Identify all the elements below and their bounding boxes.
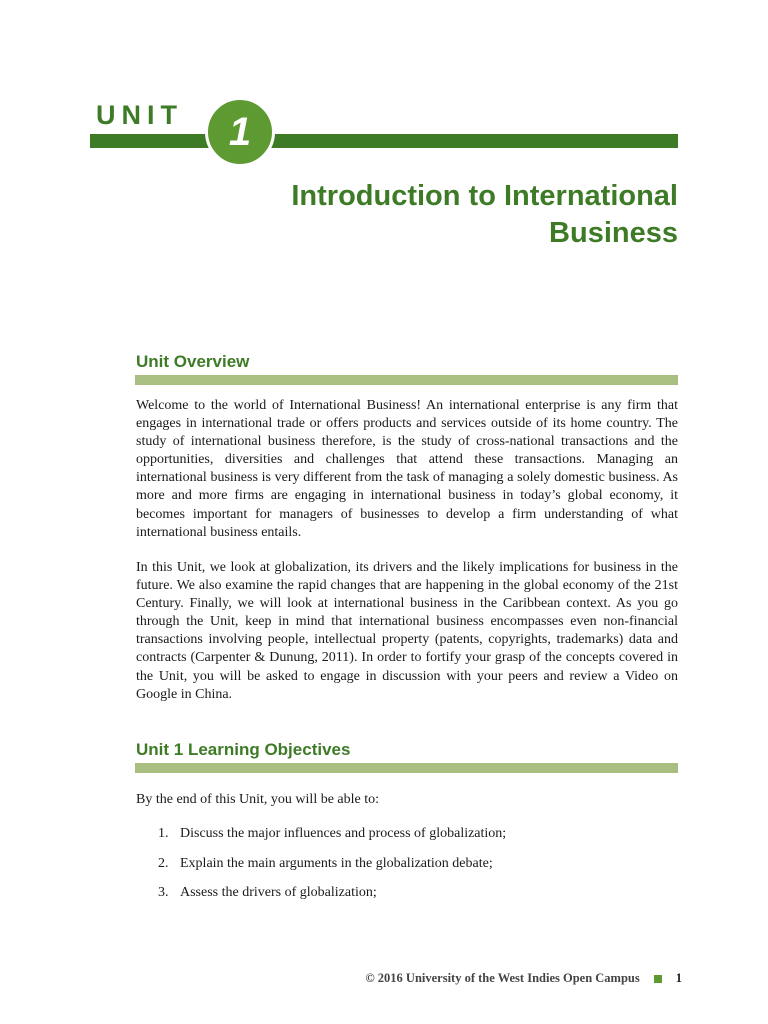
objectives-heading: Unit 1 Learning Objectives bbox=[136, 740, 351, 759]
footer-copyright: © 2016 University of the West Indies Open Campus bbox=[365, 971, 640, 985]
overview-paragraph-2: In this Unit, we look at globalization, its drivers and the likely implications for business in the future. We also examine the rapid changes that are happening in the global economy of the 21st Century. Finally, we will look at international business in the Caribbean context. As you go through the Unit, keep in mind that international business encompasses even non-financial transactions involving people, intellectual property (patents, copyrights, trademarks) data and contracts (Carpenter & Dunung, 2011). In order to fortify your grasp of the concepts covered in the Unit, you will be asked to engage in discussion with your peers and review a Video on Google in China. bbox=[136, 560, 678, 702]
objective-number: 3. bbox=[158, 885, 169, 900]
overview-paragraph-1: Welcome to the world of International Business! An international enterprise is any firm that engages in international trade or offers products and services outside of its home country. The study of international business therefore, is the study of cross-national transactions and the opportunities, diversities and challenges that attend these transactions. Managing an international business is very different from the task of managing a solely domestic business. As more and more firms are engaging in international business in today’s global economy, it becomes important for managers of businesses to develop a firm understanding of what international business entails. bbox=[136, 398, 678, 540]
footer-square-icon bbox=[654, 975, 662, 983]
unit-number: 1 bbox=[228, 110, 252, 154]
objective-item bbox=[136, 826, 506, 856]
overview-divider bbox=[135, 375, 678, 385]
objective-number: 2. bbox=[158, 855, 169, 871]
page-title-line-2: Business bbox=[549, 217, 678, 249]
objectives-divider bbox=[135, 763, 678, 773]
objective-item bbox=[136, 856, 506, 886]
unit-bar-left bbox=[90, 134, 222, 148]
objective-item bbox=[136, 885, 506, 915]
page-footer bbox=[365, 971, 682, 986]
objective-text: Explain the main arguments in the globalization debate; bbox=[180, 855, 493, 871]
objectives-intro: By the end of this Unit, you will be able to: bbox=[136, 792, 380, 807]
page-title bbox=[291, 178, 678, 252]
overview-heading: Unit Overview bbox=[136, 352, 250, 371]
unit-word: UNIT bbox=[96, 100, 183, 130]
unit-bar-right bbox=[254, 134, 678, 148]
page-title-line-1: Introduction to International bbox=[291, 180, 678, 212]
objective-number: 1. bbox=[158, 826, 169, 841]
objective-text: Assess the drivers of globalization; bbox=[180, 885, 377, 900]
objective-text: Discuss the major influences and process of globalization; bbox=[180, 826, 507, 841]
page-number: 1 bbox=[675, 971, 682, 985]
unit-number-badge bbox=[205, 97, 275, 167]
objectives-list bbox=[136, 826, 506, 915]
